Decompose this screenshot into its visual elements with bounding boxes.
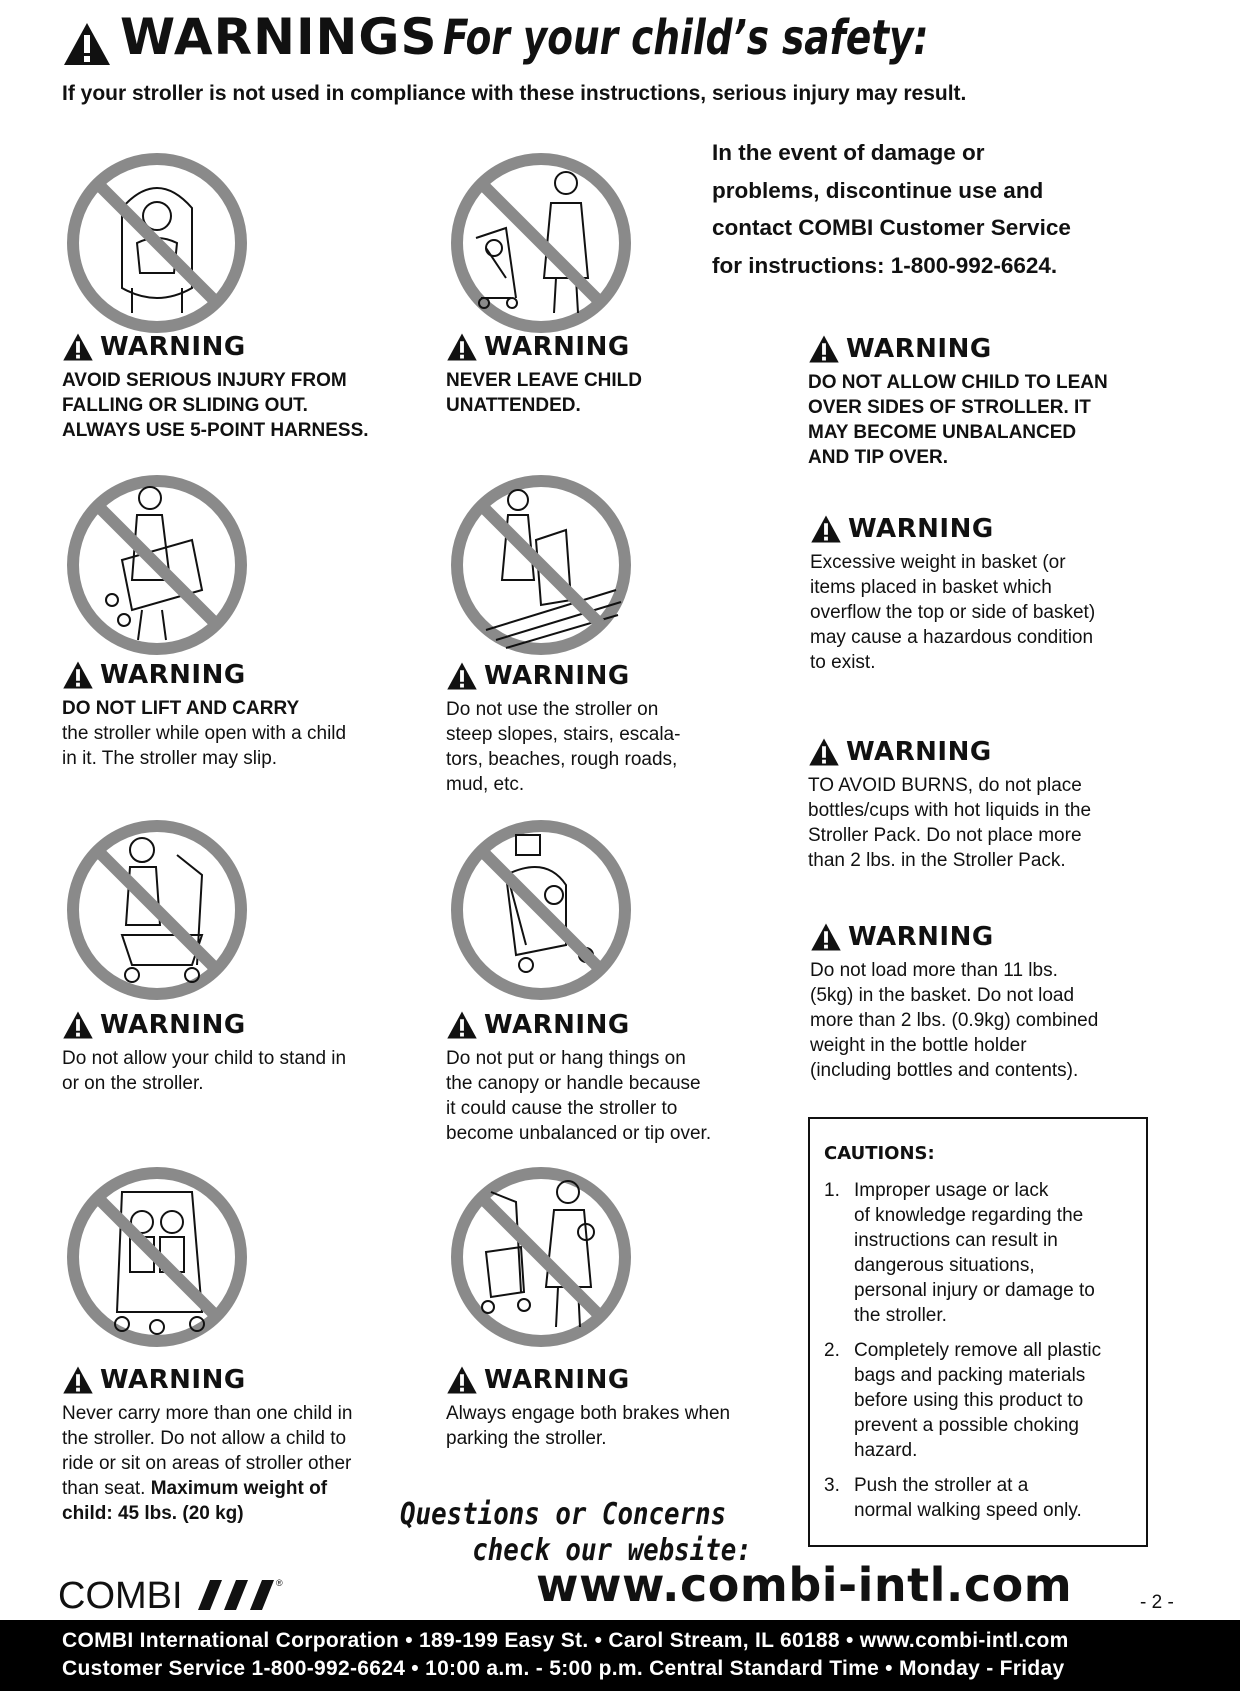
warning-line: child: 45 lbs. (20 kg)	[62, 1503, 244, 1524]
warning-triangle-icon	[62, 660, 94, 690]
footer-line2: Customer Service 1-800-992-6624 • 10:00 a.m. - 5:00 p.m. Central Standard Time • Monday - Friday	[62, 1657, 1065, 1680]
title-sub: For your child’s safety:	[443, 10, 929, 66]
warning-line: ALWAYS USE 5-POINT HARNESS.	[62, 420, 369, 441]
warning-line: Always engage both brakes when	[446, 1403, 731, 1424]
damage-line: contact COMBI Customer Service	[712, 215, 1071, 240]
warning-line: (5kg) in the basket. Do not load	[810, 985, 1075, 1006]
warning-triangle-icon	[810, 514, 842, 544]
warning-line: or on the stroller.	[62, 1073, 204, 1094]
warning-line: overflow the top or side of basket)	[810, 602, 1096, 623]
warning-slopes	[446, 659, 786, 797]
warning-line: NEVER LEAVE CHILD	[446, 370, 643, 391]
warning-triangle-icon	[810, 922, 842, 952]
warning-line-bold: Maximum weight of	[150, 1478, 328, 1499]
warning-heading: WARNING	[846, 334, 992, 364]
damage-line: for instructions: 1-800-992-6624.	[712, 252, 1058, 278]
cautions-list	[824, 1178, 1130, 1523]
warning-line: MAY BECOME UNBALANCED	[808, 422, 1077, 443]
title-main: WARNINGS	[120, 8, 438, 66]
warning-basket-weight	[810, 512, 1170, 675]
warning-line: TO AVOID BURNS, do not place	[808, 775, 1082, 796]
warning-line: in it. The stroller may slip.	[62, 748, 278, 769]
page-number: - 2 -	[1140, 1592, 1174, 1613]
warning-line: (including bottles and contents).	[810, 1060, 1079, 1081]
warning-line: ride or sit on areas of stroller other	[62, 1453, 352, 1474]
warning-line: UNATTENDED.	[446, 395, 581, 416]
svg-text:®: ®	[276, 1578, 283, 1588]
warning-one-child	[62, 1363, 422, 1526]
warning-line: AND TIP OVER.	[808, 447, 949, 468]
warning-hanging	[446, 1008, 786, 1146]
page-title	[62, 8, 1066, 73]
warning-standing	[62, 1008, 422, 1096]
warning-triangle-icon	[808, 334, 840, 364]
warning-line: Never carry more than one child in	[62, 1403, 353, 1424]
warning-line: Do not use the stroller on	[446, 699, 659, 720]
warning-line: may cause a hazardous condition	[810, 627, 1094, 648]
warning-lean	[808, 332, 1168, 470]
warning-line: bottles/cups with hot liquids in the	[808, 800, 1092, 821]
warning-heading: WARNING	[484, 1365, 630, 1395]
standing-child-icon	[62, 815, 252, 1005]
no-harness-icon	[62, 148, 252, 338]
logo-stripes-icon	[198, 1580, 274, 1610]
logo-text: COMBI	[58, 1575, 183, 1614]
warning-line: Do not load more than 11 lbs.	[810, 960, 1058, 981]
caution-line: the stroller.	[854, 1305, 947, 1326]
warning-line: OVER SIDES OF STROLLER. IT	[808, 397, 1091, 418]
stairs-stroller-icon	[446, 470, 636, 660]
warning-line: to exist.	[810, 652, 876, 673]
warning-line: FALLING OR SLIDING OUT.	[62, 395, 308, 416]
warning-line: Excessive weight in basket (or	[810, 552, 1066, 573]
warning-line: the stroller. Do not allow a child to	[62, 1428, 347, 1449]
footer-bar	[0, 1620, 1240, 1691]
warning-line: become unbalanced or tip over.	[446, 1123, 712, 1144]
warning-harness	[62, 330, 422, 443]
warning-heading: WARNING	[100, 660, 246, 690]
warning-triangle-icon	[62, 1010, 94, 1040]
warning-triangle-icon	[808, 737, 840, 767]
warning-triangle-icon	[62, 21, 112, 67]
website-link[interactable]: www.combi-intl.com	[536, 1558, 1073, 1612]
caution-line: personal injury or damage to	[854, 1280, 1095, 1301]
caution-line: hazard.	[854, 1440, 918, 1461]
caution-number: 2.	[824, 1340, 840, 1361]
warning-line: the canopy or handle because	[446, 1073, 701, 1094]
warning-line: the stroller while open with a child	[62, 723, 347, 744]
warning-brakes	[446, 1363, 786, 1451]
caution-item	[824, 1178, 1130, 1328]
warning-heading: WARNING	[848, 922, 994, 952]
caution-number: 1.	[824, 1180, 840, 1201]
warning-triangle-icon	[446, 1365, 478, 1395]
cautions-title: CAUTIONS:	[824, 1143, 935, 1164]
hanging-things-icon	[446, 815, 636, 1005]
caution-line: Push the stroller at a	[854, 1475, 1029, 1496]
warning-heading: WARNING	[484, 661, 630, 691]
warning-unattended	[446, 330, 786, 418]
warning-load-limit	[810, 920, 1180, 1083]
warning-heading: WARNING	[100, 332, 246, 362]
footer-line1: COMBI International Corporation • 189-199 Easy St. • Carol Stream, IL 60188 • www.combi-intl.com	[62, 1629, 1069, 1652]
warning-line: weight in the bottle holder	[810, 1035, 1027, 1056]
warning-heading: WARNING	[484, 1010, 630, 1040]
warning-heading: WARNING	[100, 1365, 246, 1395]
caution-line: dangerous situations,	[854, 1255, 1035, 1276]
damage-notice	[712, 134, 1132, 284]
warning-line	[62, 1476, 422, 1501]
caution-line: Improper usage or lack	[854, 1180, 1049, 1201]
caution-line: before using this product to	[854, 1390, 1084, 1411]
warning-line-plain: than seat.	[62, 1478, 151, 1499]
caution-number: 3.	[824, 1475, 840, 1496]
combi-logo	[58, 1574, 288, 1614]
warning-line: Stroller Pack. Do not place more	[808, 825, 1082, 846]
warning-line: DO NOT LIFT AND CARRY	[62, 698, 300, 719]
caution-line: Completely remove all plastic	[854, 1340, 1102, 1361]
warning-line: AVOID SERIOUS INJURY FROM	[62, 370, 347, 391]
warning-line: more than 2 lbs. (0.9kg) combined	[810, 1010, 1099, 1031]
questions-line1: Questions or Concerns	[400, 1497, 727, 1532]
cautions-box	[808, 1117, 1148, 1547]
warning-triangle-icon	[62, 332, 94, 362]
subtitle: If your stroller is not used in compliance with these instructions, serious injury may result.	[62, 82, 967, 105]
warning-heading: WARNING	[846, 737, 992, 767]
warning-line: it could cause the stroller to	[446, 1098, 678, 1119]
caution-line: instructions can result in	[854, 1230, 1058, 1251]
warning-triangle-icon	[446, 332, 478, 362]
caution-line: of knowledge regarding the	[854, 1205, 1084, 1226]
lift-stroller-icon	[62, 470, 252, 660]
caution-item	[824, 1473, 1130, 1523]
warning-line: Do not put or hang things on	[446, 1048, 686, 1069]
damage-line: problems, discontinue use and	[712, 177, 1044, 203]
warning-heading: WARNING	[100, 1010, 246, 1040]
unattended-child-icon	[446, 148, 636, 338]
warning-heading: WARNING	[484, 332, 630, 362]
warning-line: parking the stroller.	[446, 1428, 607, 1449]
warning-triangle-icon	[62, 1365, 94, 1395]
caution-line: prevent a possible choking	[854, 1415, 1079, 1436]
caution-item	[824, 1338, 1130, 1463]
caution-line: normal walking speed only.	[854, 1500, 1082, 1521]
warning-lift-carry	[62, 658, 422, 771]
warning-line: items placed in basket which	[810, 577, 1052, 598]
warning-line: than 2 lbs. in the Stroller Pack.	[808, 850, 1066, 871]
no-brakes-icon	[446, 1162, 636, 1352]
damage-line: In the event of damage or	[712, 140, 985, 165]
warning-heading: WARNING	[848, 514, 994, 544]
two-children-icon	[62, 1162, 252, 1352]
warning-line: DO NOT ALLOW CHILD TO LEAN	[808, 372, 1108, 393]
warning-line: Do not allow your child to stand in	[62, 1048, 347, 1069]
warning-line: steep slopes, stairs, escala-	[446, 724, 681, 745]
warning-line: mud, etc.	[446, 774, 525, 795]
questions-line2: check our website:	[472, 1533, 752, 1568]
warning-line: tors, beaches, rough roads,	[446, 749, 678, 770]
caution-line: bags and packing materials	[854, 1365, 1086, 1386]
warning-triangle-icon	[446, 1010, 478, 1040]
warning-triangle-icon	[446, 661, 478, 691]
warning-burns	[808, 735, 1178, 873]
